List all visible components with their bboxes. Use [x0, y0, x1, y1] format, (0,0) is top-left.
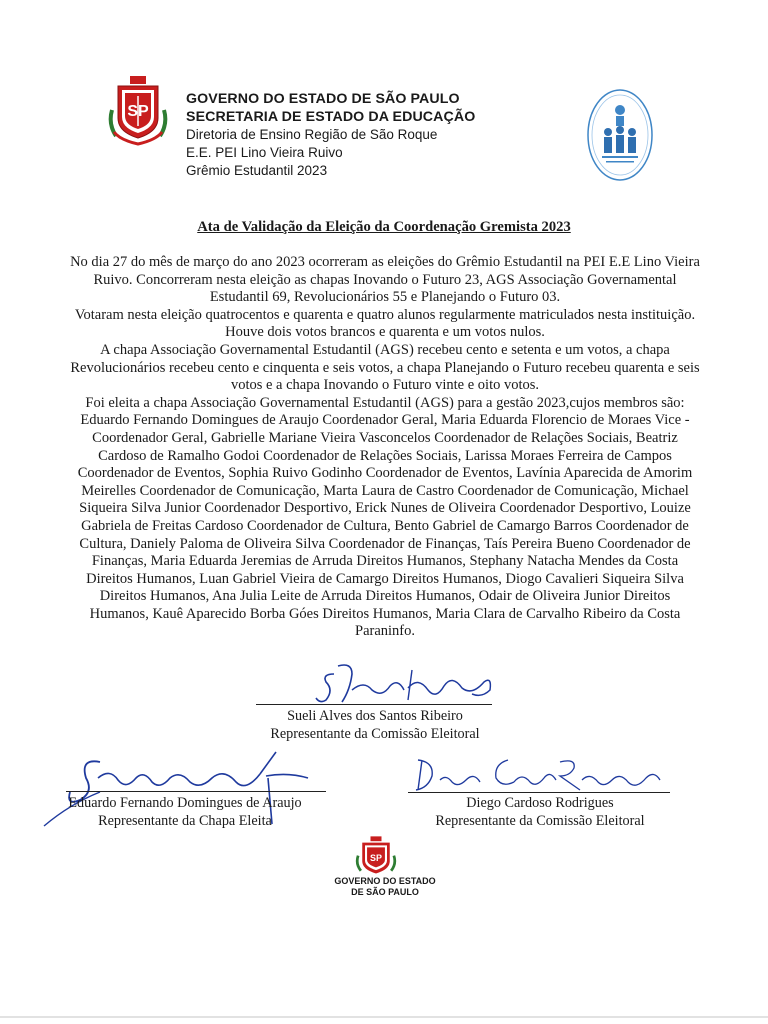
signatory-name: Diego Cardoso Rodrigues: [466, 795, 614, 811]
header-secretariat: SECRETARIA DE ESTADO DA EDUCAÇÃO: [186, 109, 476, 125]
body-paragraph: Votaram nesta eleição quatrocentos e quarenta e quatro alunos regularmente matriculados nesta instituição. Houve dois votos brancos e quarenta e um votos nulos.: [74, 306, 696, 341]
signature-eduardo: [40, 794, 330, 830]
page-edge: [0, 1016, 768, 1018]
signature-diego: [400, 794, 680, 830]
institution-header: [186, 90, 566, 180]
body-paragraph: A chapa Associação Governamental Estudantil (AGS) recebeu cento e setenta e um votos, a chapa Revolucionários recebeu cento e cinquenta e seis votos, a chapa Planejando o Futuro recebeu quarenta e seis votos e a chapa Inovando o Futuro vinte e oito votos.: [70, 341, 700, 394]
sao-paulo-state-seal-icon: [354, 836, 398, 878]
signatory-name: Sueli Alves dos Santos Ribeiro: [287, 708, 463, 724]
signatory-name: Eduardo Fernando Domingues de Araujo: [68, 795, 302, 811]
signature-sueli: [230, 707, 520, 743]
footer-line: DE SÃO PAULO: [351, 887, 419, 897]
header-school: E.E. PEI Lino Vieira Ruivo: [186, 145, 343, 160]
signatory-role: Representante da Chapa Eleita: [98, 813, 272, 829]
handwritten-signature: [312, 660, 502, 710]
body-paragraph: No dia 27 do mês de março do ano 2023 ocorreram as eleições do Grêmio Estudantil na PEI E.E Lino Vieira Ruivo. Concorreram nesta eleição as chapas Inovando o Futuro 23, AGS Associação Governamental Estudantil 69, Revolucionários 55 e Planejando o Futuro 03.: [70, 254, 700, 306]
signature-line: [66, 791, 326, 792]
footer-line: GOVERNO DO ESTADO: [334, 876, 436, 886]
signatory-role: Representante da Comissão Eleitoral: [435, 813, 645, 829]
signature-line: [256, 704, 492, 705]
document-body: [70, 254, 700, 641]
body-paragraph: Foi eleita a chapa Associação Governamental Estudantil (AGS) para a gestão 2023,cujos membros são: Eduardo Fernando Domingues de Araujo Coordenador Geral, Maria Eduarda Florencio de Moraes Vice - Coordenador Geral, Gabrielle Mariane Vieira Vasconcelos Coordenador de Relações Sociais, Beatriz Cardoso de Ramalho Godoi Coordenador de Relações Sociais, Larissa Moraes Ferreira de Campos Coordenador de Eventos, Sophia Ruivo Godinho Coordenador de Eventos, Lavínia Aparecida de Amorim Meirelles Coordenador de Comunicação, Marta Laura de Castro Coordenador de Comunicação, Michael Siqueira Silva Junior Coordenador Desportivo, Erick Nunes de Oliveira Coordenador Desportivo, Louize Gabriela de Freitas Cardoso Coordenador de Cultura, Bento Gabriel de Camargo Barros Coordenador de Cultura, Daniely Paloma de Oliveira Silva Coordenador de Finanças, Taís Pereira Bueno Coordenador de Finanças, Maria Eduarda Jeremias de Arruda Direitos Humanos, Stephany Natacha Mendes da Costa Direitos Humanos, Luan Gabriel Vieira de Camargo Direitos Humanos, Diogo Cavalieri Siqueira Silva Direitos Humanos, Ana Julia Leite de Arruda Direitos Humanos, Odair de Oliveira Junior Direitos Humanos, Kauê Aparecido Borba Góes Direitos Humanos, Maria Clara de Carvalho Ribeiro da Costa Paraninfo.: [77, 394, 693, 640]
svg-text:SP: SP: [370, 853, 382, 864]
sao-paulo-state-seal-icon: [106, 74, 170, 148]
header-student-council: Grêmio Estudantil 2023: [186, 163, 328, 178]
footer-government-label: [300, 876, 470, 898]
document-title: Ata de Validação da Eleição da Coordenação Gremista 2023: [197, 219, 571, 235]
signatory-role: Representante da Comissão Eleitoral: [270, 726, 480, 742]
school-logo-icon: [586, 88, 654, 182]
header-directorate: Diretoria de Ensino Região de São Roque: [186, 127, 438, 142]
handwritten-signature: [410, 750, 670, 798]
header-government: GOVERNO DO ESTADO DE SÃO PAULO: [186, 91, 460, 107]
signature-line: [408, 792, 670, 793]
svg-text:SP: SP: [127, 103, 149, 120]
